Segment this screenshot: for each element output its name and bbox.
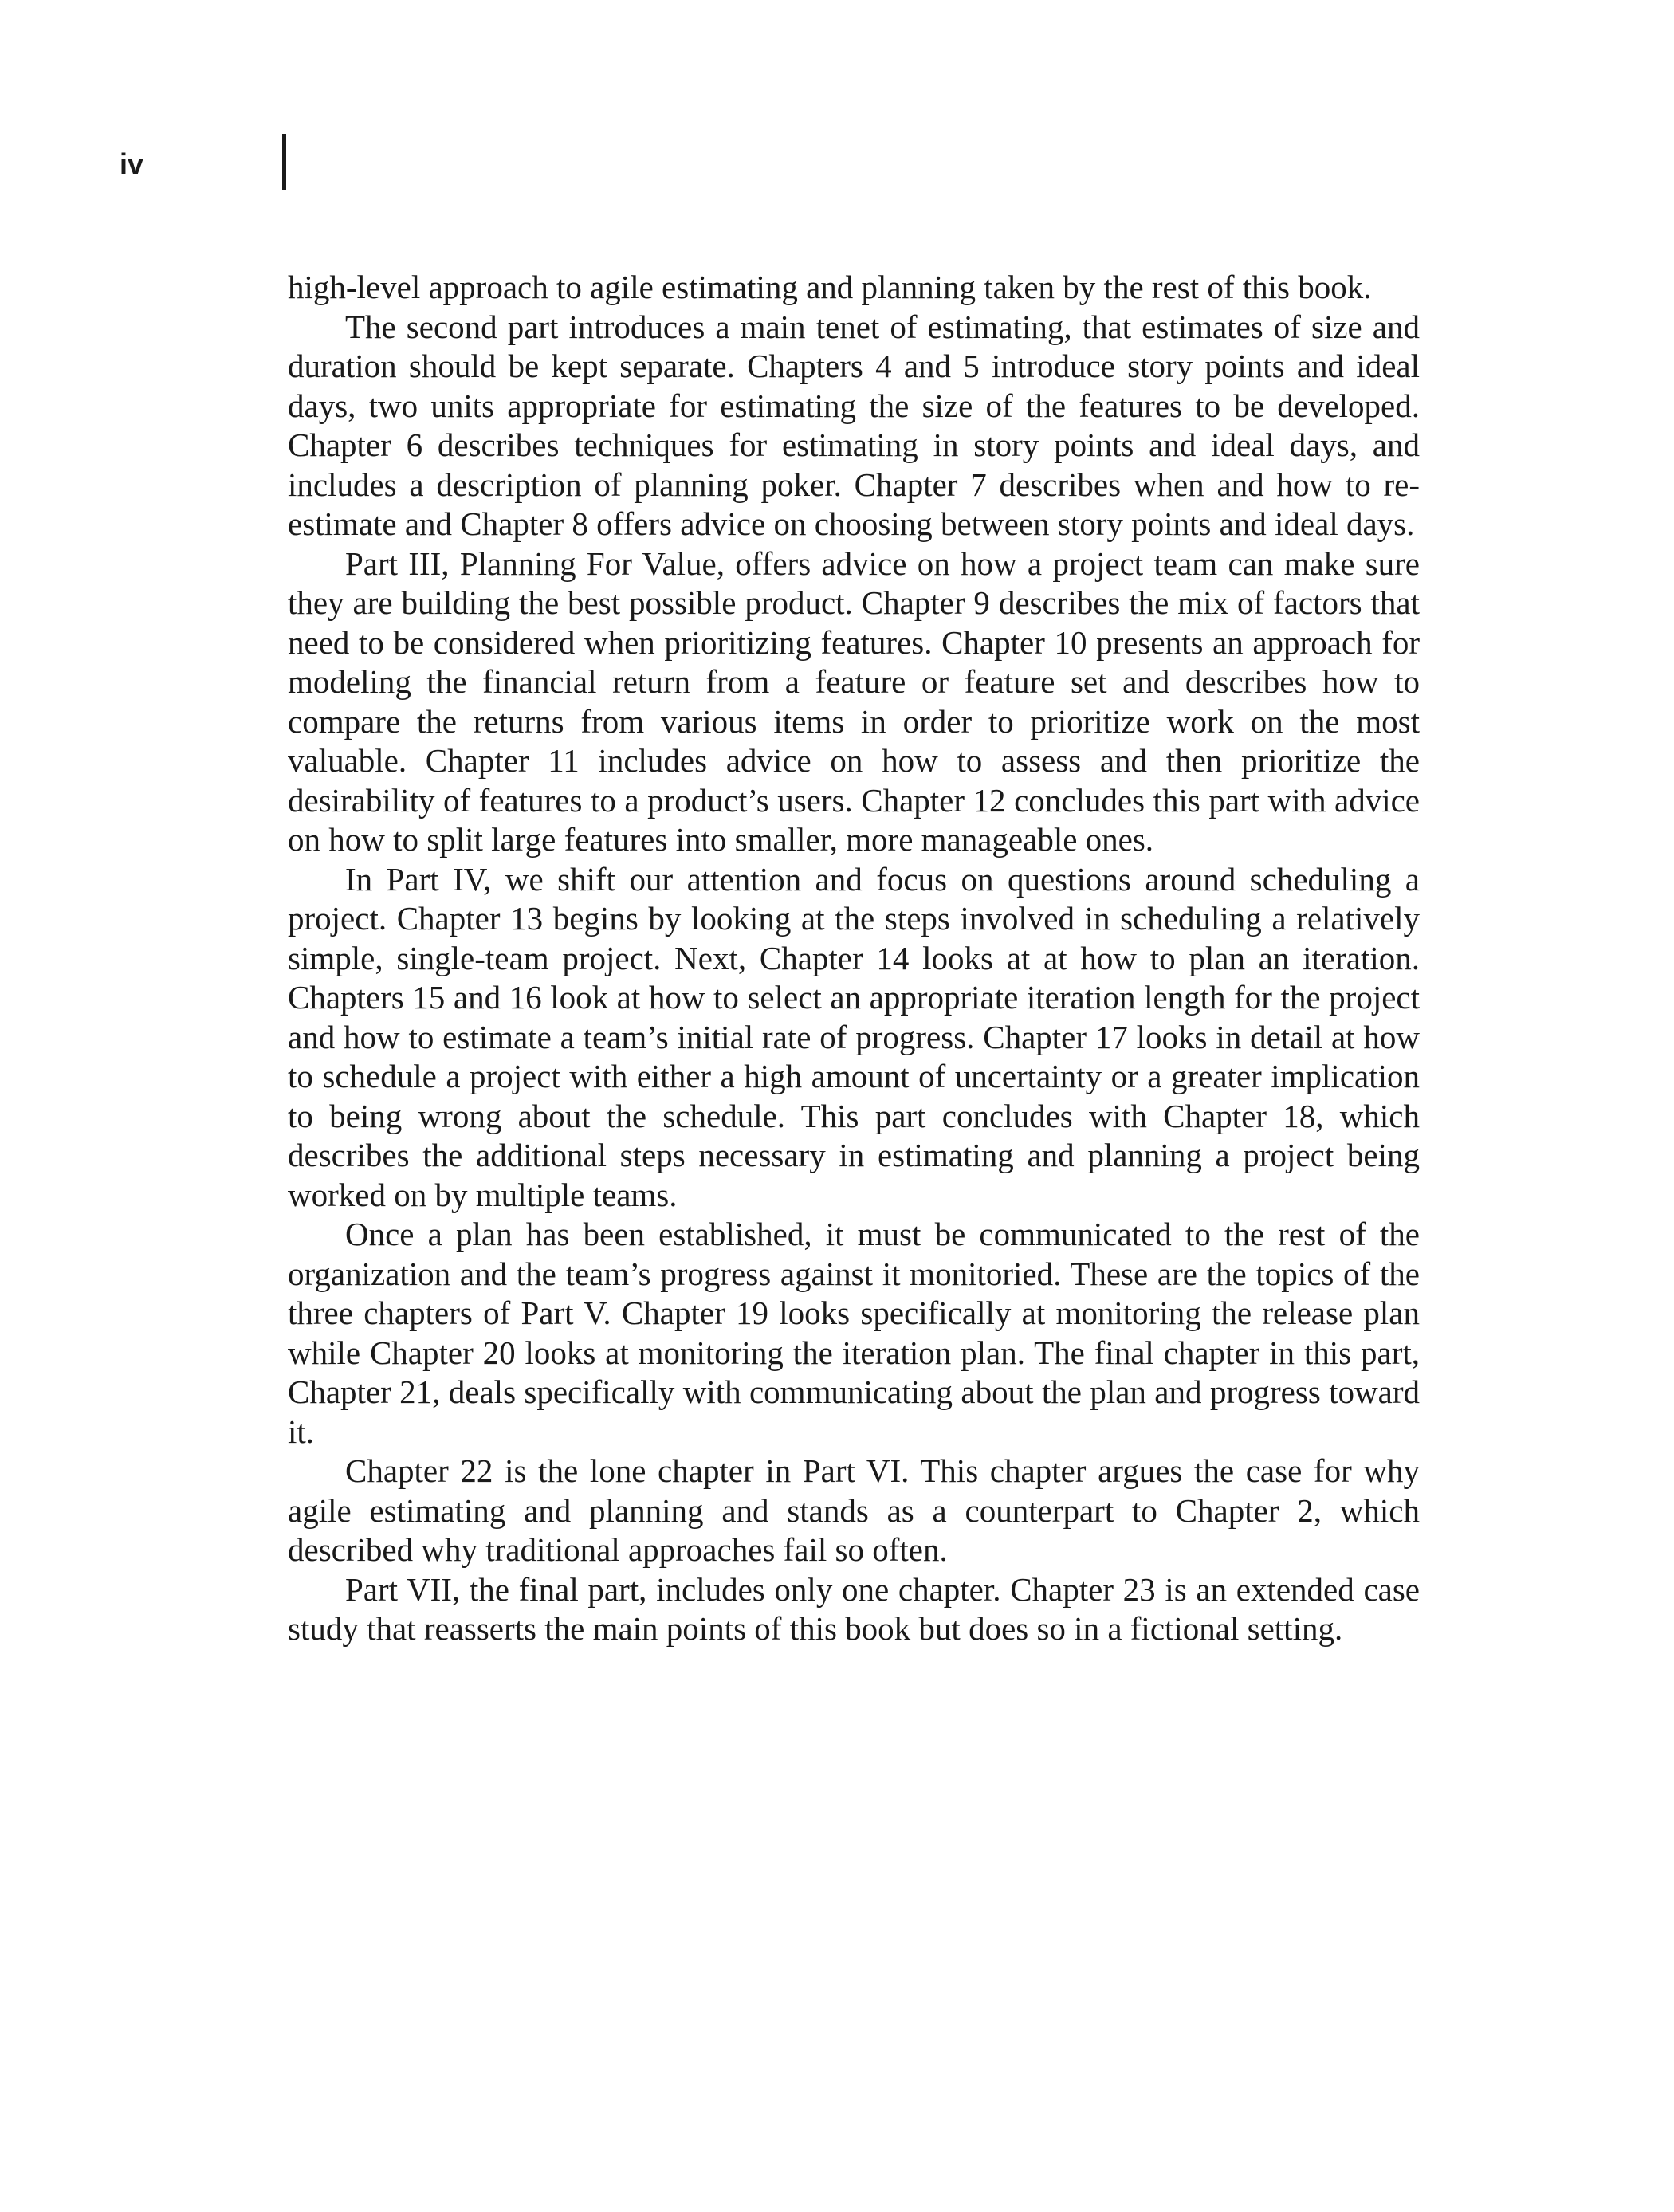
paragraph-part-three: Part III, Planning For Value, offers advice on how a project team can make sure they are building the best possible product. Chapter 9 describes the mix of factors that need to be considered when prioritizing features. Chapter 10 presents an approach for modeling the financial return from a feature or feature set and describes how to compare the returns from various items in order to prioritize work on the most valuable. Chapter 11 includes advice on how to assess and then prioritize the desirability of features to a product’s users. Chapter 12 concludes this part with advice on how to split large features into smaller, more manageable ones. [288,544,1420,858]
header-rule [282,134,286,190]
paragraph-part-seven: Part VII, the final part, includes only one chapter. Chapter 23 is an extended case study that reasserts the main points of this book but does so in a fictional setting. [288,1570,1420,1647]
body-text [288,268,1420,1649]
page-number: iv [120,147,144,180]
paragraph-part-six: Chapter 22 is the lone chapter in Part VI. This chapter argues the case for why agile estimating and planning and stands as a counterpart to Chapter 2, which described why traditional approaches fail so often. [288,1452,1420,1568]
paragraph-continuation: high-level approach to agile estimating and planning taken by the rest of this book. [288,269,1372,305]
paragraph-part-two: The second part introduces a main tenet of estimating, that estimates of size and duration should be kept separate. Chapters 4 and 5 introduce story points and ideal days, two units appropriate for estimating the size of the features to be developed. Chapter 6 describes techniques for estimating in story points and ideal days, and includes a description of planning poker. Chapter 7 describes when and how to re-estimate and Chapter 8 offers advice on choosing between story points and ideal days. [288,308,1420,542]
paragraph-part-five: Once a plan has been established, it must be communicated to the rest of the organization and the team’s progress against it monitoried. These are the topics of the three chapters of Part V. Chapter 19 looks specifically at monitoring the release plan while Chapter 20 looks at monitoring the iteration plan. The final chapter in this part, Chapter 21, deals specifically with communicating about the plan and progress toward it. [288,1216,1420,1450]
paragraph-part-four: In Part IV, we shift our attention and focus on questions around scheduling a project. Chapter 13 begins by looking at the steps involved in scheduling a relatively simple, single-team project. Next, Chapter 14 looks at at how to plan an iteration. Chapters 15 and 16 look at how to select an appropriate iteration length for the project and how to estimate a team’s initial rate of progress. Chapter 17 looks in detail at how to schedule a project with either a high amount of uncertainty or a greater implication to being wrong about the schedule. This part concludes with Chapter 18, which describes the additional steps necessary in estimating and planning a project being worked on by multiple teams. [288,860,1420,1213]
